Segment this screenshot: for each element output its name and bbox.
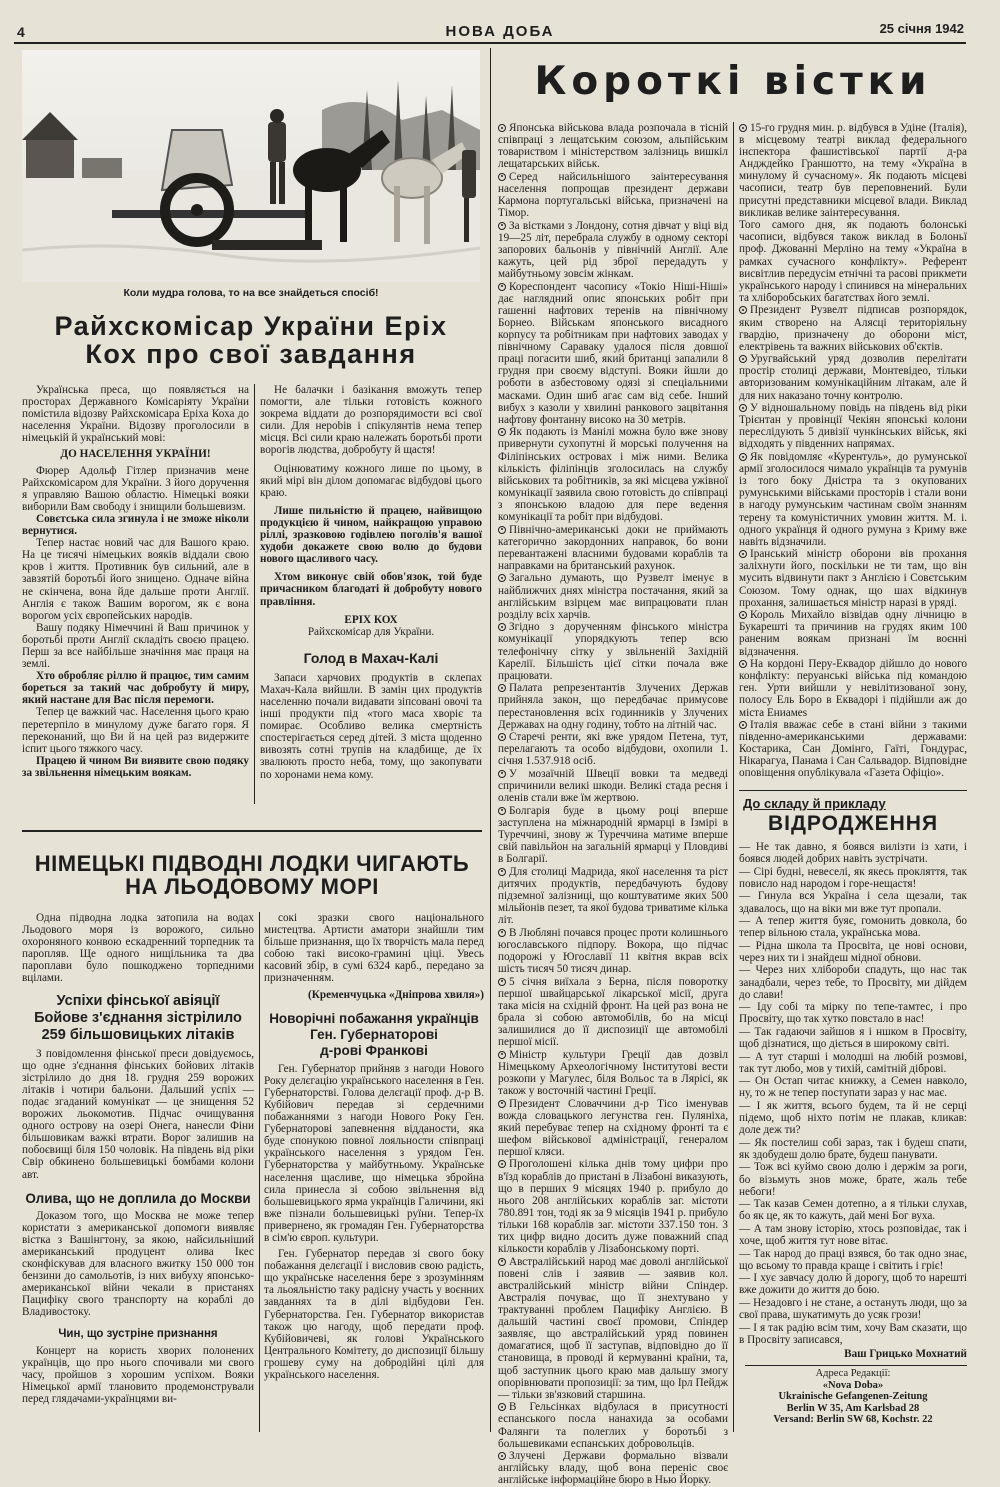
address-paper-name: «Nova Doba» xyxy=(822,1379,884,1391)
poem-line: — Так казав Семен дотепно, а я тільки слухав, бо як це, як то кажуть, дай мені Бог вуха. xyxy=(739,1198,967,1223)
koch-paragraph: Тепер настає новий час для Вашого краю. На це тисячі німецьких вояків віддали свою кров і життя. Противник був сильний, але в завзятій боротьбі його знищено. Одначе війна не скінчена, вона йде дальше проти Англії. Англія є також Вашим ворогом, як є вона ворогом усіх європейських народів. xyxy=(22,537,249,622)
address-paper-subtitle: Ukrainische Gefangenen-Zeitung xyxy=(778,1391,928,1403)
poem-line: — Не так давно, я боявся вилізти із хати, і боявся людей добрих навіть зустрічати. xyxy=(739,841,967,866)
revival-poem xyxy=(739,841,967,1346)
submarines-source: (Кременчуцька «Дніпрова хвиля») xyxy=(308,988,484,1001)
bullet-icon xyxy=(739,721,747,729)
poem-line: — Незадовго і не стане, а остануть люди, що за свої права, шукатимуть до усяк грози! xyxy=(739,1297,967,1322)
bullet-icon xyxy=(739,611,747,619)
poem-line: — І я так радію всім тим, хочу Вам сказати, що в Просвіту записався, xyxy=(739,1321,967,1346)
news-item: У мозаїчній Швеції вовки та медведі спричинили великі шкоди. Великі стада ресня і оленів стали вже їм жертвою. xyxy=(498,767,728,805)
greetings-headline-line1: Новорічні побажання українців xyxy=(269,1010,479,1026)
poem-line: — І хує завчасу долю й дорогу, щоб то нарешті вже дожити до життя до бою. xyxy=(739,1272,967,1297)
submarines-text: Одна підводна лодка затопила на водах Льодового моря із ворожого, сильно охороняного конвою ескадренний торпедник та паропляв. Ще одного нищільника та два пароплави було пошкоджено торпедними вцілами. xyxy=(22,912,254,985)
koch-paragraph: Вашу подяку Німеччині й Ваш причинок у боротьбі проти Англії складіть своєю працею. Перш за все найбільше значіння має праця на землі. xyxy=(22,621,249,671)
finnish-headline-line1: Успіхи фінської авіяції xyxy=(56,992,220,1009)
revival-signature: Ваш Грицько Мохнатий xyxy=(844,1347,967,1360)
short-news-column-2 xyxy=(739,122,967,780)
news-item: Того самого дня, як подають болонські часописи, відбувся також виклад в Болоньї проф. Джованні Мерліно на тему «Україна в рамках сучасного конфлікту». Референт висвітлив передусім етнічні та расові прикмети українського народу і спинився на мінеральних та хліборобських багатствах його землі. xyxy=(739,219,967,304)
bullet-icon xyxy=(498,1100,506,1108)
poem-line: — А тепер життя буяє, гомонить довкола, бо тепер вільною стала, українська мова. xyxy=(739,915,967,940)
news-item: Болгарія буде в цьому році вперше заступлена на міжнародній ярмарці в Ізмірі в Туреччині, знову ж Туреччина матиме вперше свій павільйон на загальній ярмарці у Пловдиві в Болгарії. xyxy=(498,804,728,866)
page-number: 4 xyxy=(17,24,25,40)
news-item: За вістками з Лондону, сотня дівчат у віці від 19—25 літ, перебрала службу в одному секторі запорових бальонів у північній Англії. Але кажуть, цей рід зброї передадуть у майбутньому зовсім жінкам. xyxy=(498,219,728,281)
bullet-icon xyxy=(498,623,506,631)
bullet-icon xyxy=(498,868,506,876)
koch-paragraph: Хтом виконує свій обов'язок, той буде причасником благодаті й добробуту нового правління. xyxy=(260,571,482,608)
news-item: Злучені Держави формально візвали англійську владу, щоб вона переніс своє англійське інформаційне бюро в Нью Йорку. xyxy=(498,1450,728,1487)
bullet-icon xyxy=(498,283,506,291)
bullet-icon xyxy=(498,222,506,230)
poem-line: — Іду собі та мірку по тепе-тамтес, і про Просвіту, що так хутко повстало в нас! xyxy=(739,1001,967,1026)
poem-line: — А тут старші і молодші на любій розмові, так тут любо, мов у тихій, самітній діброві. xyxy=(739,1050,967,1075)
koch-paragraph: Фюрер Адольф Гітлер призначив мене Райхскомісаром для України. З його доручення я управляю Вашою областю. Німецькі вояки виборили Вам свободу і знищили большевизм. xyxy=(22,464,249,513)
bullet-icon xyxy=(739,124,747,132)
news-item: В Гельсінках відбулася в присутності еспанського посла нанахида за особами Фалянги та полеглих у боротьбі з большевиками еспанських добровольців. xyxy=(498,1401,728,1450)
poem-line: — А там знову історію, хтось розповідає, так і хоче, щоб життя тут нове вітає. xyxy=(739,1222,967,1248)
news-item: Кореспондент часопису «Токіо Ніші-Ніші» дає наглядний опис японських робіт при гашенні нафтових теренів на північному Борнео. Військам японського висадного корпусу та робітникам при нафтових заводах у північному Саравaку удалося після довшої праці погасити шиб, який британці запалили 8 грудня при своєму відступі. Вояки йшли до роботи в азбестовому одязі зі спеціальними масками. Один шиб агає сам від себе. Інший вибух з казоли у хвилині ранкового зацвітання нафтову фонтанну високо на 30 метрів. xyxy=(498,280,728,426)
issue-date: 25 січня 1942 xyxy=(879,21,964,36)
bullet-icon xyxy=(498,1258,506,1266)
short-news-column-1 xyxy=(498,122,728,1487)
koch-paragraph: Тепер це важкий час. Населення цього краю перетерпіло в минулому дуже багато горя. Я переконаний, що Ви й на цей раз видержите іспит цього тяжкого часу. xyxy=(22,706,249,755)
bullet-icon xyxy=(498,1051,506,1059)
news-item: Уругвайський уряд дозволив перелітати простір столиці держави, Монтевідео, тільки авторизованим комунікаційним літакам, але й для них наказано точну контролю. xyxy=(739,353,967,402)
short-news-headline: Короткі вістки xyxy=(534,59,932,104)
section-rule xyxy=(22,830,482,832)
newspaper-title: НОВА ДОБА xyxy=(445,23,555,40)
poem-line: — Тож всі куймо свою долю і держім за роги, бо візьмуть знов може, брате, жаль тебе небоги! xyxy=(739,1161,967,1198)
finnish-headline-line2: Бойове з'єднання зістрілило xyxy=(34,1009,242,1026)
greetings-text: Ген. Губернатор передав зі свого боку побажання делєгації і висловив свою радість, що українське населення бере з зрозумінням та льояльністю таку радісну участь у воєнних завданнях та в ділі відбудови Ген. Губернаторства. Ген. Губернатор використав також цю нагоду, щоб передати проф. Кубійовичеві, як голові Українського Центрального Комітету, до диспозиції більшу грошеву суму на добродійні цілі для українського населення. xyxy=(264,1248,484,1381)
bullet-icon xyxy=(498,428,506,436)
bullet-icon xyxy=(498,1452,506,1460)
bullet-icon xyxy=(498,124,506,132)
poem-line: — Як постелиш собі зараз, так і будеш спати, як здобудеш долю брате, будеш панувати. xyxy=(739,1136,967,1161)
famine-text: Запаси харчових продуктів в склепах Махач-Кала вийшли. В замін цих продуктів населенню почали видавати зіпсовані овочі та інші продукти під «того маса хворіє та помирає. Особливо велика смертність спостерігається серед дітей. З міста щоденно вивозять сотні трупів на кладбище, де їх звалюють просто неба, тому, що закопувати по хоронами нема кому. xyxy=(260,671,482,781)
news-item: Японська військова влада розпочала в тісній співпраці з лещатським союзом, альпійським товариством і міністерством залізниць вишкіл лещатарських військ. xyxy=(498,122,728,171)
section-rule xyxy=(739,790,967,791)
revival-headline: ВІДРОДЖЕННЯ xyxy=(767,812,939,835)
koch-headline xyxy=(18,312,484,369)
bullet-icon xyxy=(739,404,747,412)
news-item: В Люблянi почався процес проти колишнього югославського підпору. Вокора, що підчас подорожі у Югославії 11 квітня вкрав всіх шість тисяч 50 тисяч динар. xyxy=(498,926,728,975)
bullet-icon xyxy=(498,684,506,692)
column-divider xyxy=(254,384,255,804)
bullet-icon xyxy=(498,733,506,741)
bullet-icon xyxy=(739,550,747,558)
koch-intro: Українська преса, що появляється на просторах Державного Комісаріяту України помістила відозву Райхскомісара Еріха Коха до населення України. Відозву проголосили в німецькій й український мові: xyxy=(22,384,249,445)
koch-paragraph: Працею й чином Ви виявите свою подяку за звільнення німецьким воякам. xyxy=(22,754,249,779)
koch-column-1 xyxy=(22,384,249,779)
bullet-icon xyxy=(739,660,747,668)
bullet-icon xyxy=(498,574,506,582)
poem-line: — Так народ до праці взявся, бо так одно знає, що всьому то правда краще і світить і гріє! xyxy=(739,1247,967,1272)
submarines-headline xyxy=(22,852,482,898)
news-item: 5 січня виїхала з Берна, після поворотку першої швайцарської лікарської місії, друга така місія на східній фронт. На цей раз вона не брала зі собою автомобілів, бо на місці залишилися до її диспозиції ще автомобілі першої місії. xyxy=(498,975,728,1049)
poem-line: — Гинула вся Україна і села щезали, так здавалось, що на віки ми вже тут пропали. xyxy=(739,890,967,915)
address-street: Berlin W 35, Am Karlsbad 28 xyxy=(786,1402,920,1414)
greetings-headline-line2: Ген. Губернаторові xyxy=(310,1026,438,1042)
page-header xyxy=(0,8,1000,38)
recognition-headline: Чин, що зустріне признання xyxy=(58,1328,218,1341)
bullet-icon xyxy=(498,770,506,778)
poem-line: — Он Остап читає книжку, а Семен навколо, ну, то ж не тепер поступати зараз у нас має. xyxy=(739,1075,967,1100)
bullet-icon xyxy=(498,1160,506,1168)
bullet-icon xyxy=(498,807,506,815)
bullet-icon xyxy=(498,173,506,181)
tin-text: Доказом того, що Москва не може тепер користати з американської допомоги виявляє вістка з Вашінгтону, за якою, найсильніший американський продуцент олива Ікес сконфіскував для власного вжитку 150 000 тон бензини до самольотів, із них вибуху японсько-американської війни чекали в пристанях Пацифіку свого транспорту на кораблі до Владивостоку. xyxy=(22,1209,254,1319)
lower-left-column-2 xyxy=(264,912,484,1381)
koch-signature-title: Райхскомісар для України. xyxy=(307,625,435,638)
news-item: Серед найсильнішого заінтересування населення попрощав президент держави Кармона португальські війська, призначені на Тімор. xyxy=(498,170,728,220)
finnish-text: З повідомлення фінської преси довідуємось, що одне з'єднання фінських бойових літаків зістрілило до дня 18. грудня 259 ворожих літаків і чотири бальони. Дальший успіх — подає згаданий комунікат — це знищення 52 ворожих льокомотив. Підчас очищування одного острову на озері Онега, нанесли Фіни більшовикам важкі втрати. Ворог залишив на побоєвищі біля 150 чоловік. На південь від ріки Свір обкинено большевицькі бомбами колони авт. xyxy=(22,1047,254,1181)
revival-section xyxy=(739,796,967,1360)
section-rule xyxy=(745,1365,967,1366)
koch-signature-name: ЕРІХ КОХ xyxy=(344,613,398,626)
news-item: Австралійський народ має доволі англійської повені слів і заявив — заявив кол. австралійський міністр війни Спіндер. Австралія почуває, що її знехтувано у трактуванні проблем Пацифіку Англією. В дальшій частині своєї промови, Спіндер заявляє, що австралійський уряд повинен домагатися, щоб її заступав, відповідно до її становища, в проводі й кермуванні країни, та, щоб заступник цього краю мав дальшу змогу опорівнювати пропозиції: за тим, що Ірл Пейдж — тільки зв'язковий старшина. xyxy=(498,1255,728,1401)
news-item: Північно-американські доки не приймають категорично закордонних направок, бо вони перевантажені власними будовами кораблів та направками на британський рахунок. xyxy=(498,523,728,572)
recognition-text: Концерт на користь хворих полонених українців, що про нього спочивали ми свого часу, пройшов з хорошим успіхом. Вояки Німецької армії тлановито продемонстрували перед глядачами-українцями ви- xyxy=(22,1344,254,1405)
greetings-text: Ген. Губернатор прийняв з нагоди Нового Року делєгацію українського населення в Ген. Губернаторстві. Голова делєгації проф. д-р В. Кубійович передав зі сердечними побажаннями з нагоди Нового Року Ген. Губернаторові запевнення відданости, яка буде спонукою повної лояльности співпраці українського населення з урядом Ген. Губернаторства у майбутньому. Українське населення щасливе, що німецька збройна сила принесла зі собою звільнення від большевицького ярма українців Галичини, які вже пізнали большевицькі руїни. Тепер-їх привернено, як громадян Ген. Губернаторства в сім'ю європ. культури. xyxy=(264,1062,484,1244)
koch-headline-line2: Кох про свої завдання xyxy=(85,339,417,370)
news-item: Король Михайло візвідав одну лічницю в Букарешті та причинив на грудях яким 100 раненим воякам признані їм воєнні відзначення. xyxy=(739,609,967,658)
koch-paragraph: Хто обробляє ріллю й працює, тим самим бореться за такий час добробуту й миру, який настане для Вас після перемоги. xyxy=(22,670,249,707)
header-rule xyxy=(14,42,966,44)
news-item: 15-го грудня мин. р. відбувся в Удіне (Італія), в місцевому театрі виклад федерального інспектора фашистівської партії д-ра Андждейко Граншотто, на тему «Україна в минулому й сучасному». Як подають місцеві часописи, театр був переповнений. Були присутні представники місцевої влади. Виклад викликав велике заінтересування. xyxy=(739,122,967,219)
greetings-headline xyxy=(264,1011,484,1059)
poem-line: — Рідна школа та Просвіта, це нові основи, через них ти і знайдеш мідної обнови. xyxy=(739,939,967,964)
submarines-headline-line1: НІМЕЦЬКІ ПІДВОДНІ ЛОДКИ ЧИГАЮТЬ xyxy=(34,851,470,876)
koch-headline-line1: Райхскомісар України Еріх xyxy=(54,311,448,341)
famine-headline: Голод в Махач-Калі xyxy=(303,649,439,666)
news-item: Президент Рузвелт підписав розпорядок, яким створено на Алясці територіяльну гвардію, призначену до оборони міст, електрівень та важних військових об'єктів. xyxy=(739,304,967,353)
news-item: Італія вважає себе в стані війни з такими південно-американськими державами: Костарика, Сан Домінго, Гаїті, Гондурас, Нікарагуа, Панама і Сан Сальвадор. Відповідне оповіщення опублікувала «Газета Офіціо». xyxy=(739,719,967,780)
column-divider xyxy=(259,912,260,1432)
news-item: Проголошені кілька днів тому цифри про в'їзд кораблів до пристані в Лізабоні виказують, що в перших 9 місяцях 1940 р. прибуло до нього 208 англійських кораблів заг. містоти 780.891 тон, тоді як за 9 місяців 1941 р. прибуло тільки 168 кораблів заг. містоти 337.150 тон. З тих цифр видно досить дуже поважний спад кількости кораблів у Лізабонському порті. xyxy=(498,1158,728,1256)
address-shipping: Versand: Berlin SW 68, Kochstr. 22 xyxy=(773,1414,933,1426)
address-label: Адреса Редакції: xyxy=(815,1368,891,1379)
submarines-headline-line2: НА ЛЬОДОВОМУ МОРІ xyxy=(125,874,379,900)
finnish-headline xyxy=(22,993,254,1044)
news-item: Як повідомляє «Курентуль», до румунської армії зголосилося чимало українців та румунів із того боку Дністра та з окупованих румунськими військами просторів і стали вони в нагоду румунським частинам своїм знанням терену та комуністичних умовин життя. М. і. одного українця й одного румуна з Криму вже навіть відзначили. xyxy=(739,451,967,548)
main-column-divider xyxy=(490,48,491,1432)
bullet-icon xyxy=(739,355,747,363)
greetings-headline-line3: д-рові Франкові xyxy=(320,1042,428,1058)
news-item: Для столиці Мадрида, якої населення та ріст дитячих продуктів, передбачують будову підземної залізниці, що коштуватиме яких 500 мільйонів пезет, та якої будова триватиме кілька літ. xyxy=(498,865,728,927)
poem-line: — Так гадаючи зайшов я і ншком в Просвіту, щоб дізнатися, що діється в широкому світі. xyxy=(739,1025,967,1051)
lower-left-column-1 xyxy=(22,912,254,1405)
column-divider xyxy=(733,122,734,1432)
news-item: На кордоні Перу-Еквадор дійшло до нового конфлікту: перуанські війська під командою ген. Урти вийшли у невілітизованої зону, полосу Ель Боро в Еквадорі і підійшли аж до міста Ениамеs xyxy=(739,658,967,719)
koch-appeal-heading: ДО НАСЕЛЕННЯ УКРАЇНИ! xyxy=(60,448,211,461)
koch-paragraph: Совєтська сила згинула і не зможе ніколи вернутися. xyxy=(22,512,249,538)
poem-line: — І як життя, всього будем, та й не серці підемо, щоб ніхто потім не плакав, кликав: доле деж ти? xyxy=(739,1100,967,1137)
revival-kicker: До складу й прикладу xyxy=(743,796,886,811)
koch-paragraph: Лише пильністю й працею, найвищою продукцією й чином, найкращою управою ріллі, зразковою годівлею поголів'я вашої худоби докажете свою волю до будови нового щасливого часу. xyxy=(260,504,482,566)
photo-caption: Коли мудра голова, то на все знайдеться спосіб! xyxy=(123,287,379,299)
koch-column-2 xyxy=(260,384,482,781)
news-item: Іранський міністр оборони вів прохання заліхнути його, поскільки не ти там, що він мусить відвинути пакт з Англією і Совєтським Союзом. Тому однак, що шах відкинув прохання, залишається міністр наразі в уряді. xyxy=(739,548,967,609)
bullet-icon xyxy=(739,453,747,461)
bullet-icon xyxy=(739,306,747,314)
winter-artillery-photo xyxy=(22,50,480,282)
bullet-icon xyxy=(498,526,506,534)
submarines-text-continued: сокі зразки свого національного мистецтва. Артисти аматори знайшли тим більше признання, що їх творчість мала перед собою такі високо-грамині ціці. Увесь касовий збір, в сумі 6324 карб., передано за призначенням. xyxy=(264,912,484,985)
news-item: Як подають із Манілі можна було вже знову привернути сухопутні й морські получення на Філіпінських островах і між ними. Велика кількість філіпінців зголосилась на службу військових та робітників, за які місцева ужівної комунікації заявила свою готовість до співпраці з японською владою для пере ведення комунікації та робіт при відбудові. xyxy=(498,426,728,523)
finnish-headline-line3: 259 більшовицьких літаків xyxy=(41,1026,235,1043)
koch-paragraph: Не балачки і базікання вможуть тепер помогти, але тільки готовість кожного зокрема віддати до розпорядимости всі свої сили. Для нерobів і спікулянтів нема тепер місця. Всі сили краю належать боротьбі проти ворогів людства, добробуту й щастя! xyxy=(260,384,482,457)
photo-image xyxy=(22,50,480,282)
news-item: У відношальному повідь на південь від ріки Трієнтан у провінції Чекіян японські колони переслідують 5 дивізії чункінських військ, які відходять у південних напрямах. xyxy=(739,402,967,451)
bullet-icon xyxy=(498,1403,506,1411)
editorial-address xyxy=(739,1368,967,1426)
news-item: Старечі ренти, які вже урядом Петена, тут, перелагають та особо відбудови, охопили 1. січня 1.537.918 осіб. xyxy=(498,731,728,768)
bullet-icon xyxy=(498,929,506,937)
tin-headline: Олива, що не доплила до Москви xyxy=(25,1190,251,1206)
poem-line: — Через них хлібороби спадуть, що нас так занадбали, через тебе, то Просвіту, ми дійдем до слави! xyxy=(739,964,967,1001)
news-item: Загально думають, що Рузвелт іменує в найближчих днях міністра постачання, який за англійським взірцем має випрацювати план розділу всіх харчів. xyxy=(498,572,728,621)
poem-line: — Сірі будні, невеселі, як якесь прокляття, так повисло над народом і горе-нещастя! xyxy=(739,865,967,890)
koch-paragraph: Оцінюватиму кожного лише по цьому, в який мірі він ділом допомагає відбудові цього краю. xyxy=(260,462,482,499)
news-item: Палата репрезентантів Злучених Держав прийняла закон, що передбачає примусове перестановлення всіх годинників у Злучених Державах на одну годину, тобто на літній час. xyxy=(498,682,728,731)
news-item: Президент Словаччини д-р Тісо іменував вожда словацького легунства ген. Пуляніха, який перебуває тепер на східному фронті та є шефом військової адміністрації, генералом першої кляси. xyxy=(498,1097,728,1158)
news-item: Згідно з дорученням фінського міністра комунікації упорядкують тепер всю телефонічну сітку у звільненій Західній Карелії. Більшість цієї сітки почала вже працювати. xyxy=(498,621,728,682)
news-item: Міністр культури Греції дав дозвіл Німецькому Археологічному Інститутові вести розкопи у Магулес, біля Вольос та в Лярісі, як також у восточній частині Греції. xyxy=(498,1048,728,1097)
bullet-icon xyxy=(498,978,506,986)
